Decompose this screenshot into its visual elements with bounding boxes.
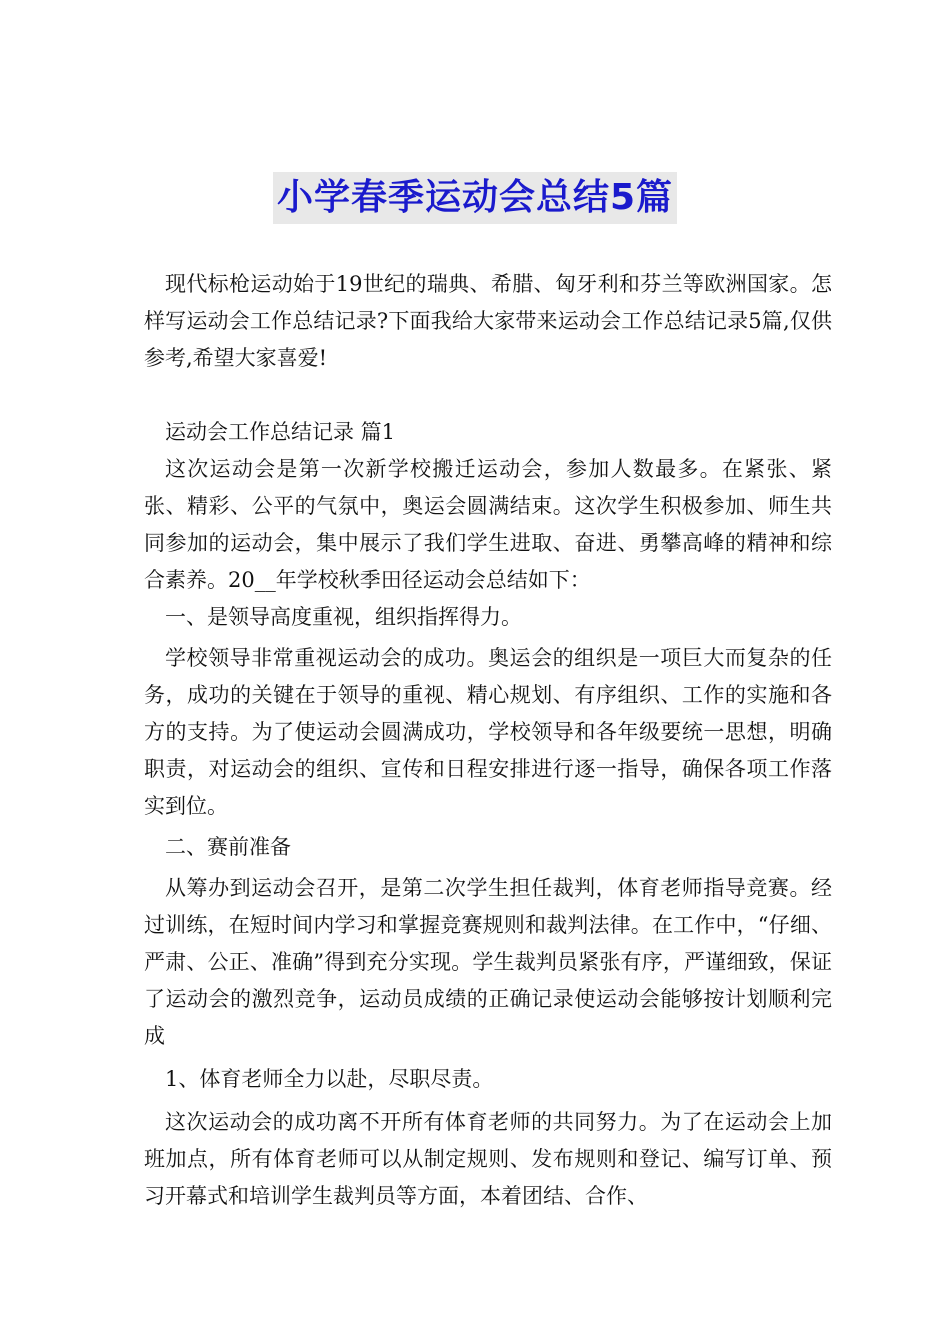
paragraph-gap (144, 377, 832, 414)
intro-paragraph: 现代标枪运动始于19世纪的瑞典、希腊、匈牙利和芬兰等欧洲国家。怎样写运动会工作总结记录?下面我给大家带来运动会工作总结记录5篇,仅供参考,希望大家喜爱! (144, 272, 832, 370)
section-heading: 运动会工作总结记录 篇1 (165, 420, 396, 444)
body-paragraph: 从筹办到运动会召开，是第二次学生担任裁判，体育老师指导竞赛。经过训练，在短时间内学习和掌握竞赛规则和裁判法律。在工作中，“仔细、严肃、公正、准确”得到充分实现。学生裁判员紧张有序，严谨细致，保证了运动会的激烈竞争，运动员成绩的正确记录使运动会能够按计划顺利完成 (144, 876, 832, 1048)
document-body (144, 266, 832, 1215)
subheading: 二、赛前准备 (165, 835, 291, 859)
body-paragraph: 学校领导非常重视运动会的成功。奥运会的组织是一项巨大而复杂的任务，成功的关键在于领导的重视、精心规划、有序组织、工作的实施和各方的支持。为了使运动会圆满成功，学校领导和各年级要统一思想，明确职责，对运动会的组织、宣传和日程安排进行逐一指导，确保各项工作落实到位。 (144, 646, 832, 818)
title-container (0, 172, 950, 224)
body-paragraph: 这次运动会的成功离不开所有体育老师的共同努力。为了在运动会上加班加点，所有体育老师可以从制定规则、发布规则和登记、编写订单、预习开幕式和培训学生裁判员等方面，本着团结、合作、 (144, 1110, 832, 1208)
body-paragraph: 这次运动会是第一次新学校搬迁运动会，参加人数最多。在紧张、紧张、精彩、公平的气氛中，奥运会圆满结束。这次学生积极参加、师生共同参加的运动会，集中展示了我们学生进取、奋进、勇攀高峰的精神和综合素养。20__年学校秋季田径运动会总结如下： (144, 457, 832, 592)
document-title: 小学春季运动会总结5篇 (273, 172, 677, 224)
subheading: 1、体育老师全力以赴，尽职尽责。 (165, 1067, 494, 1091)
subheading: 一、是领导高度重视，组织指挥得力。 (165, 605, 522, 629)
